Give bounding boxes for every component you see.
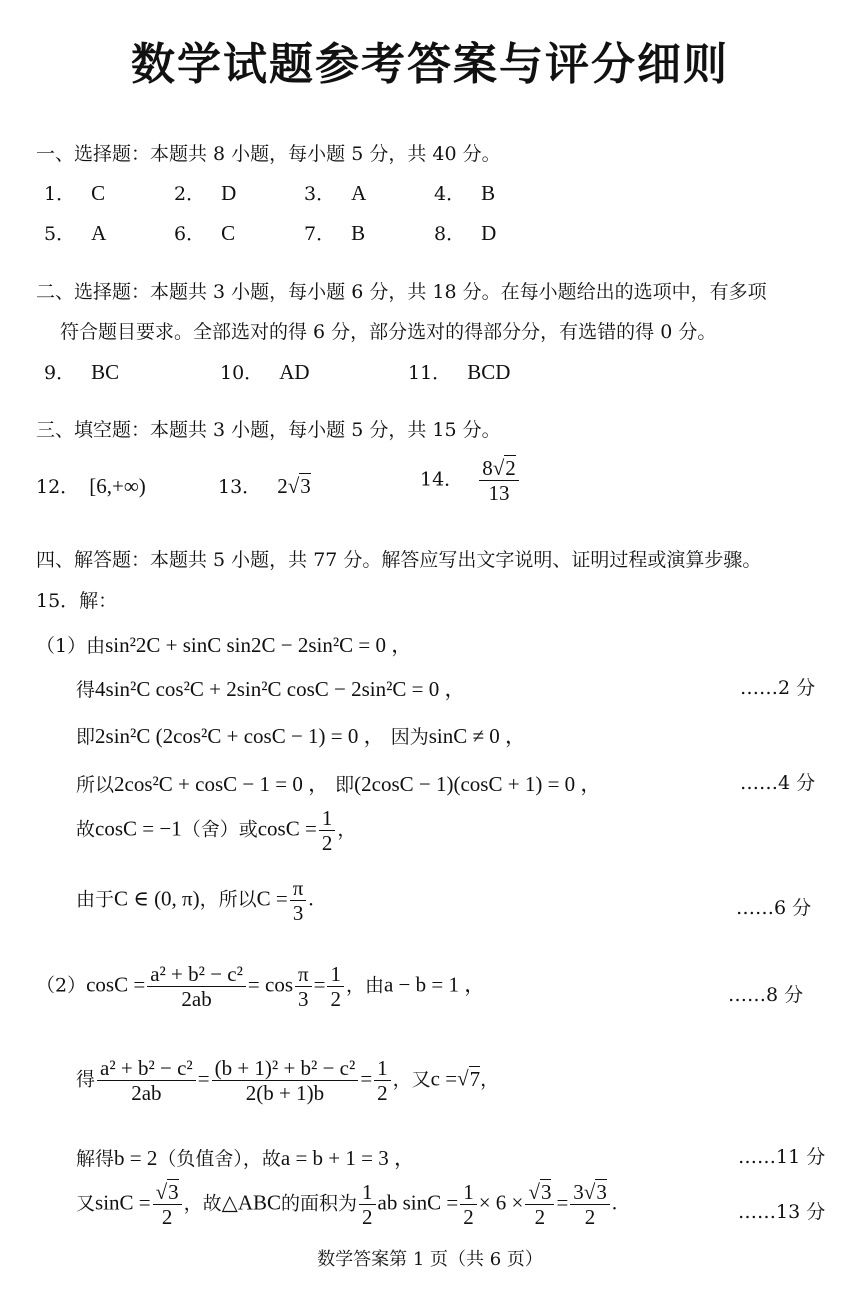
score-mark: ……6 分 [736,897,812,919]
q15-p1-line2: 得4sin²C cos²C + 2sin²C cosC − 2sin²C = 0 ， [76,677,466,701]
page-footer: 数学答案第 1 页（共 6 页） [317,1249,543,1270]
section-2-heading: 二、选择题：本题共 3 小题，每小题 6 分，共 18 分。在每小题给出的选项中，有多项 [36,281,767,303]
q15-p1-line6: 由于C ∈ (0, π)，所以C = $\frac{\pi}{3}$ . [76,876,314,926]
multi-item: 10． AD [220,360,310,384]
mc-item: 1． C [44,181,106,205]
fill-item-14: 14． $\frac{8√2}{13}$ [420,456,521,505]
section-2-heading-cont: 符合题目要求。全部选对的得 6 分，部分选对的得部分分，有选错的得 0 分。 [60,321,717,343]
section-4-heading: 四、解答题：本题共 5 小题，共 77 分。解答应写出文字说明、证明过程或演算步骤。 [36,549,762,571]
score-mark: ……11 分 [738,1146,826,1168]
mc-item: 6． C [174,221,236,245]
q15-p2-line4: 又sinC = $\frac{√3}{2}$ ，故△ABC的面积为 $\frac{1}{2}$ ab sinC = $\frac{1}{2}$ × 6 × $\frac{√3}{2}$ = $\frac{3√3}{2}$ . [76,1180,618,1230]
multi-item: 9． BC [44,360,120,384]
q15-p2-line3: 解得b = 2（负值舍），故a = b + 1 = 3 ， [76,1146,415,1170]
section-1-heading: 一、选择题：本题共 8 小题，每小题 5 分，共 40 分。 [36,143,501,165]
q15-p2-line1: （2）cosC = $\frac{\text{a² + b² − c²}}{2ab}$ = cos $\frac{\pi}{3}$ = $\frac{1}{2}$ ，由a − b = 1 ， [36,962,486,1012]
score-mark: ……2 分 [740,677,816,699]
score-mark: ……13 分 [738,1201,826,1223]
page-title: 数学试题参考答案与评分细则 [131,39,729,90]
mc-item: 7． B [304,221,366,245]
mc-item: 8． D [434,221,497,245]
q15-p1-line1: （1）由sin²2C + sinC sin2C − 2sin²C = 0 ， [36,633,413,657]
fill-item-13: 13． 2√3 [218,474,311,498]
score-mark: ……8 分 [728,984,804,1006]
mc-item: 3． A [304,181,367,205]
mc-item: 5． A [44,221,107,245]
mc-item: 4． B [434,181,496,205]
multi-item: 11． BCD [408,360,511,384]
q15-p1-line5: 故cosC = −1（舍）或cosC = $\frac{1}{2}$ ， [76,806,357,856]
section-3-heading: 三、填空题：本题共 3 小题，每小题 5 分，共 15 分。 [36,419,501,441]
q15-p1-line4: 所以2cos²C + cosC − 1 = 0 ， 即(2cosC − 1)(cosC + 1) = 0 ， [76,772,602,796]
score-mark: ……4 分 [740,772,816,794]
q15-label: 15．解： [36,590,118,612]
fill-item-12: 12． [6,+∞) [36,474,146,498]
q15-p1-line3: 即2sin²C (2cos²C + cosC − 1) = 0 ， 因为sinC ≠ 0 ， [76,724,526,748]
mc-item: 2． D [174,181,237,205]
q15-p2-line2: 得 $\frac{\text{a² + b² − c²}}{2ab}$ = $\frac{\text{(b + 1)² + b² − c²}}{2(b + 1)b}$ = $\frac{1}{2}$ ，又c =√7， [76,1056,500,1106]
